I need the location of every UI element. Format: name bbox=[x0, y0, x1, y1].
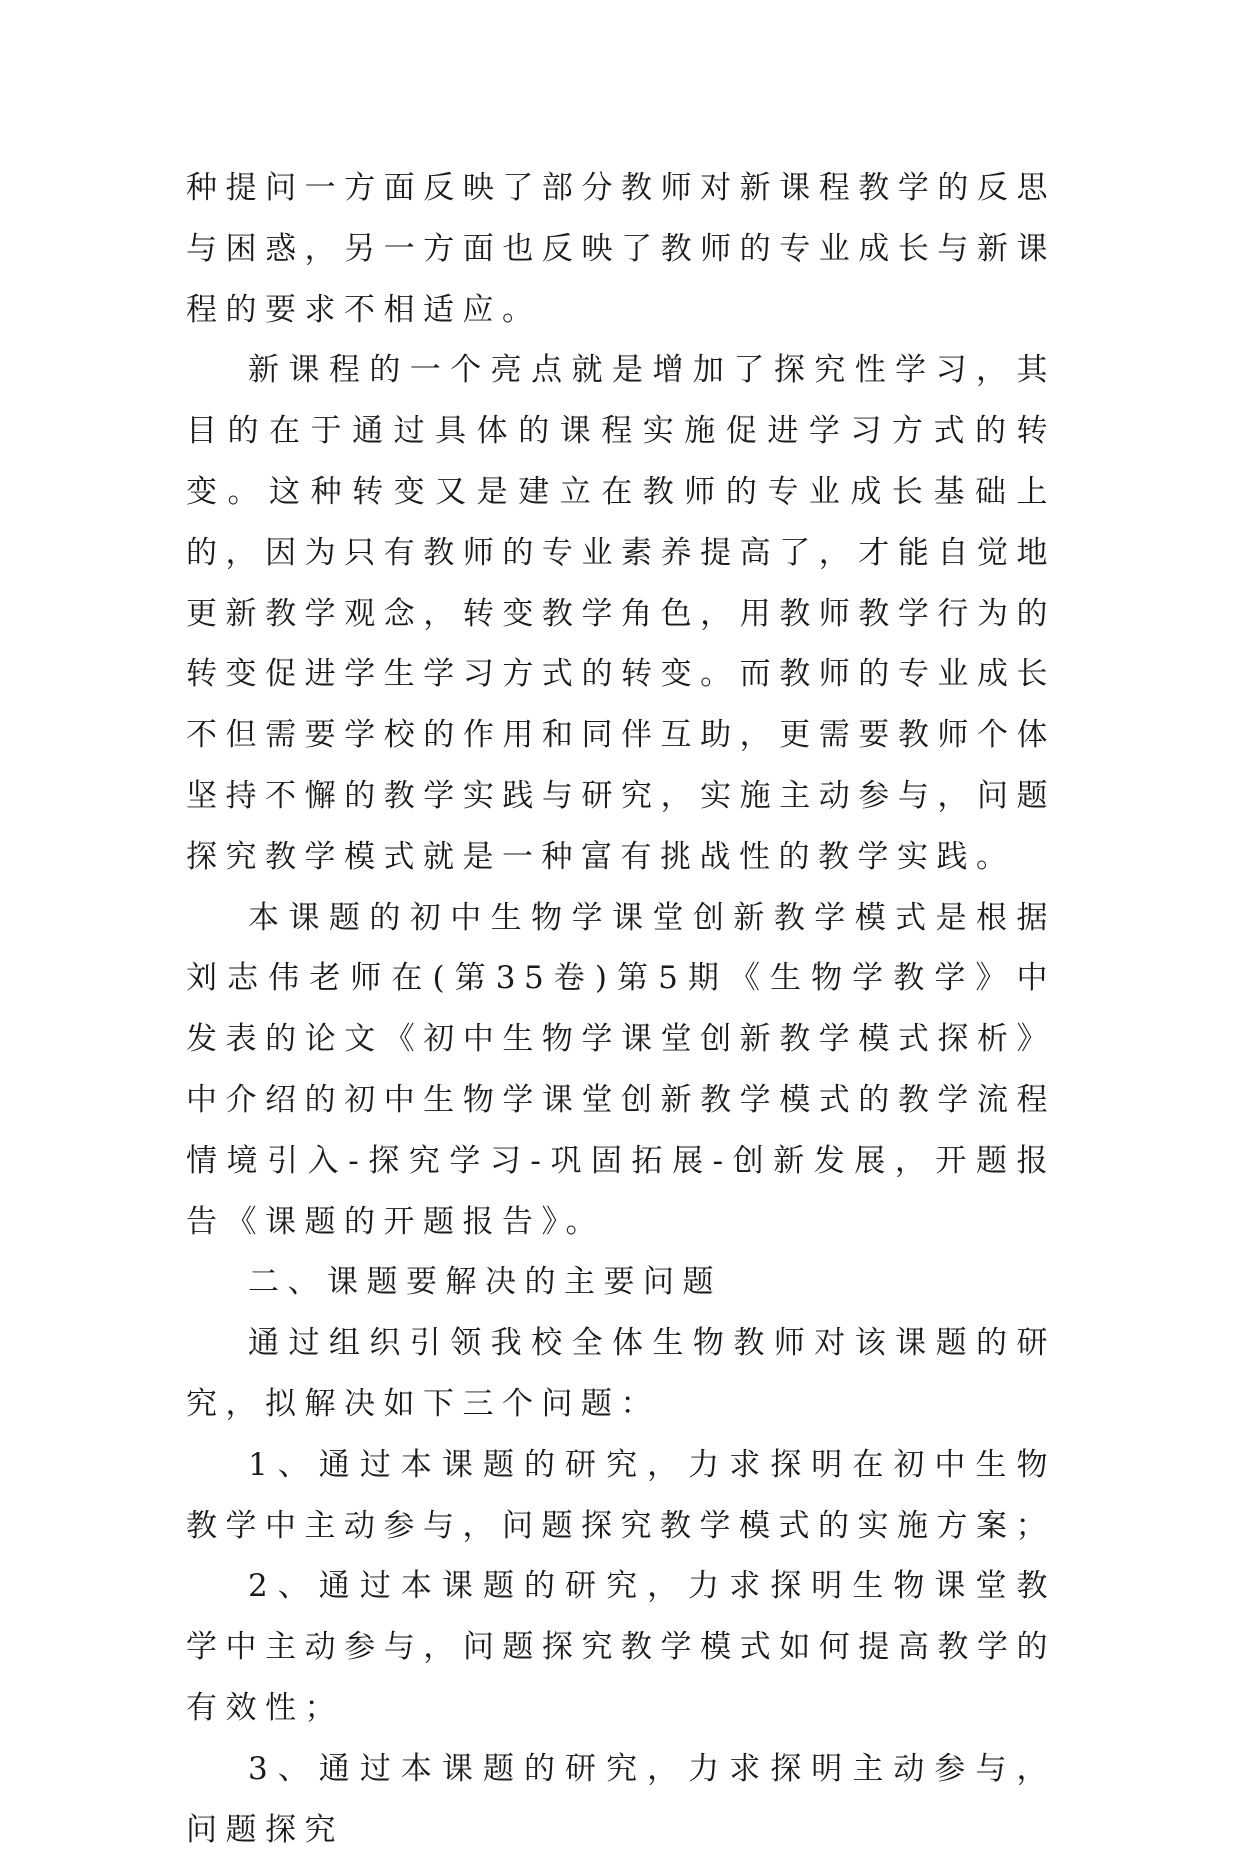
paragraph-exploratory-learning: 新课程的一个亮点就是增加了探究性学习，其目的在于通过具体的课程实施促进学习方式的转变。这种转变又是建立在教师的专业成长基础上的，因为只有教师的专业素养提高了，才能自觉地更新教学观念，转变教学角色，用教师教学行为的转变促进学生学习方式的转变。而教师的专业成长不但需要学校的作用和同伴互助，更需要教师个体坚持不懈的教学实践与研究，实施主动参与，问题探究教学模式就是一种富有挑战性的教学实践。 bbox=[186, 352, 1056, 875]
section-heading-main-problems: 二、课题要解决的主要问题 bbox=[248, 1264, 722, 1301]
paragraph-continuation: 种提问一方面反映了部分教师对新课程教学的反思与困惑，另一方面也反映了教师的专业成长与新课程的要求不相适应。 bbox=[186, 170, 1056, 328]
paragraph-teaching-model-source: 本课题的初中生物学课堂创新教学模式是根据刘志伟老师在(第35卷)第5期《生物学教学》中发表的论文《初中生物学课堂创新教学模式探析》中介绍的初中生物学课堂创新教学模式的教学流程情境引入-探究学习-巩固拓展-创新发展，开题报告《课题的开题报告》。 bbox=[186, 899, 1056, 1240]
list-item-problem-3: 3、通过本课题的研究，力求探明主动参与，问题探究 bbox=[186, 1750, 1056, 1848]
document-body bbox=[186, 158, 1056, 1860]
paragraph-problems-intro: 通过组织引领我校全体生物教师对该课题的研究，拟解决如下三个问题： bbox=[186, 1325, 1056, 1422]
list-item-problem-2: 2、通过本课题的研究，力求探明生物课堂教学中主动参与，问题探究教学模式如何提高教学的有效性； bbox=[186, 1568, 1056, 1726]
list-item-problem-1: 1、通过本课题的研究，力求探明在初中生物教学中主动参与，问题探究教学模式的实施方案； bbox=[186, 1446, 1056, 1544]
